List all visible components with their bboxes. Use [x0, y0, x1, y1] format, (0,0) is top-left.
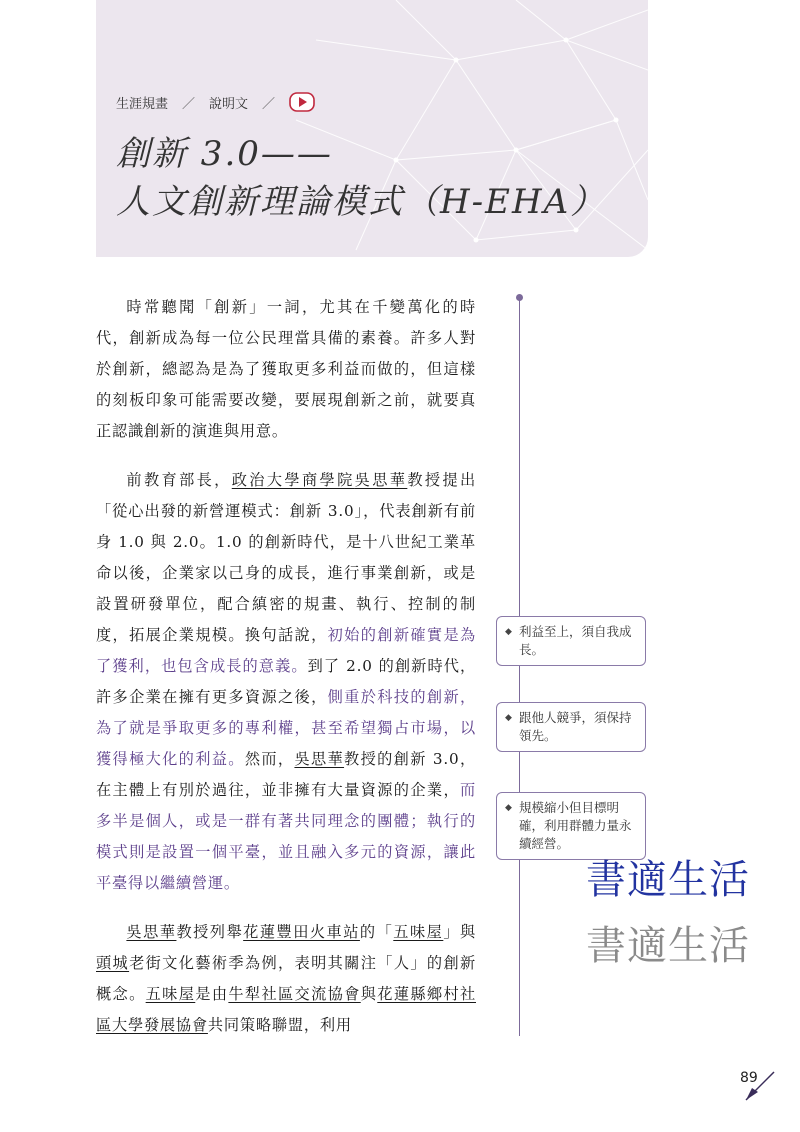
proper-noun: 豐田火車站 [276, 923, 360, 941]
proper-noun: 頭城 [96, 954, 130, 972]
proper-noun: 花蓮縣鄉村社區大學發展協會 [96, 985, 476, 1034]
watermark-blue: 書適生活 [586, 857, 750, 903]
paragraph-2 [96, 465, 476, 899]
side-note-3: ◆ 規模縮小但目標明確，利用群體力量永續經營。 [496, 792, 646, 860]
text-run: 」與 [443, 923, 476, 941]
text-run: 是由 [195, 985, 229, 1003]
highlight-text: 側重於科技的創新，為了就是爭取更多的專利權，甚至希望獨占市場，以獲得極大化的利益。 [96, 688, 476, 768]
page-title [116, 130, 606, 226]
text-run: 前教育部長， [126, 471, 232, 489]
proper-noun: 政治大學商學院 [231, 471, 355, 489]
breadcrumb-separator: ／ [262, 96, 276, 112]
proper-noun: 吳思華 [354, 471, 408, 489]
timeline-line [519, 296, 520, 1036]
side-note-1: ◆ 利益至上，須自我成長。 [496, 616, 646, 666]
paragraph-3 [96, 917, 476, 1041]
paragraph-1: 時常聽聞「創新」一詞，尤其在千變萬化的時代，創新成為每一位公民理當具備的素養。許多人對於創新，總認為是為了獲取更多利益而做的，但這樣的刻板印象可能需要改變，要展現創新之前，就要真正認識創新的演進與用意。 [96, 298, 476, 440]
text-run: 共同策略聯盟，利用 [207, 1016, 352, 1034]
page-number: 89 [740, 1070, 758, 1086]
text-run: 教授列舉 [176, 923, 244, 941]
proper-noun: 吳思華 [294, 750, 345, 768]
title-line-1: 創新 3.0—— [116, 134, 333, 174]
text-run: 的「 [359, 923, 394, 941]
article-body [96, 292, 476, 1059]
breadcrumb [116, 92, 315, 112]
watermark-gray: 書適生活 [586, 923, 750, 969]
highlight-text: 而多半是個人，或是一群有著共同理念的團體；執行的模式則是設置一個平臺，並且融入多元的資源，讓此平臺得以繼續營運。 [96, 781, 476, 892]
text-run: 然而， [244, 750, 295, 768]
proper-noun: 五味屋 [393, 923, 444, 941]
play-icon[interactable] [289, 92, 315, 112]
breadcrumb-separator: ／ [182, 96, 196, 112]
page-slash-icon [744, 1068, 778, 1104]
proper-noun: 牛犁社區交流協會 [228, 985, 361, 1003]
side-note-2: ◆ 跟他人競爭，須保持領先。 [496, 702, 646, 752]
breadcrumb-item-genre: 說明文 [209, 96, 249, 112]
breadcrumb-item-career: 生涯規畫 [116, 96, 169, 112]
highlight-text: 初始的創新確實是為了獲利，也包含成長的意義。 [96, 626, 476, 675]
text-run: 教授的創新 3.0，在主體上有別於過往，並非擁有大量資源的企業， [96, 750, 476, 799]
proper-noun: 花蓮 [243, 923, 277, 941]
proper-noun: 五味屋 [145, 985, 196, 1003]
text-run: 與 [360, 985, 378, 1003]
proper-noun: 吳思華 [126, 923, 177, 941]
text-run: 教授提出「從心出發的新營運模式：創新 3.0」，代表創新有前身 1.0 與 2.0。1.0 的創新時代，是十八世紀工業革命以後，企業家以己身的成長，進行事業創新，或是設置研發單位，配合縝密的規畫、執行、控制的制度，拓展企業規模。換句話說， [96, 471, 477, 644]
text-run: 老街文化藝術季為例，表明其關注「人」的創新概念。 [96, 954, 476, 1003]
text-run: 到了 2.0 的創新時代，許多企業在擁有更多資源之後， [96, 657, 476, 706]
timeline-dot [516, 294, 523, 301]
title-line-2: 人文創新理論模式（H-EHA） [116, 182, 607, 222]
